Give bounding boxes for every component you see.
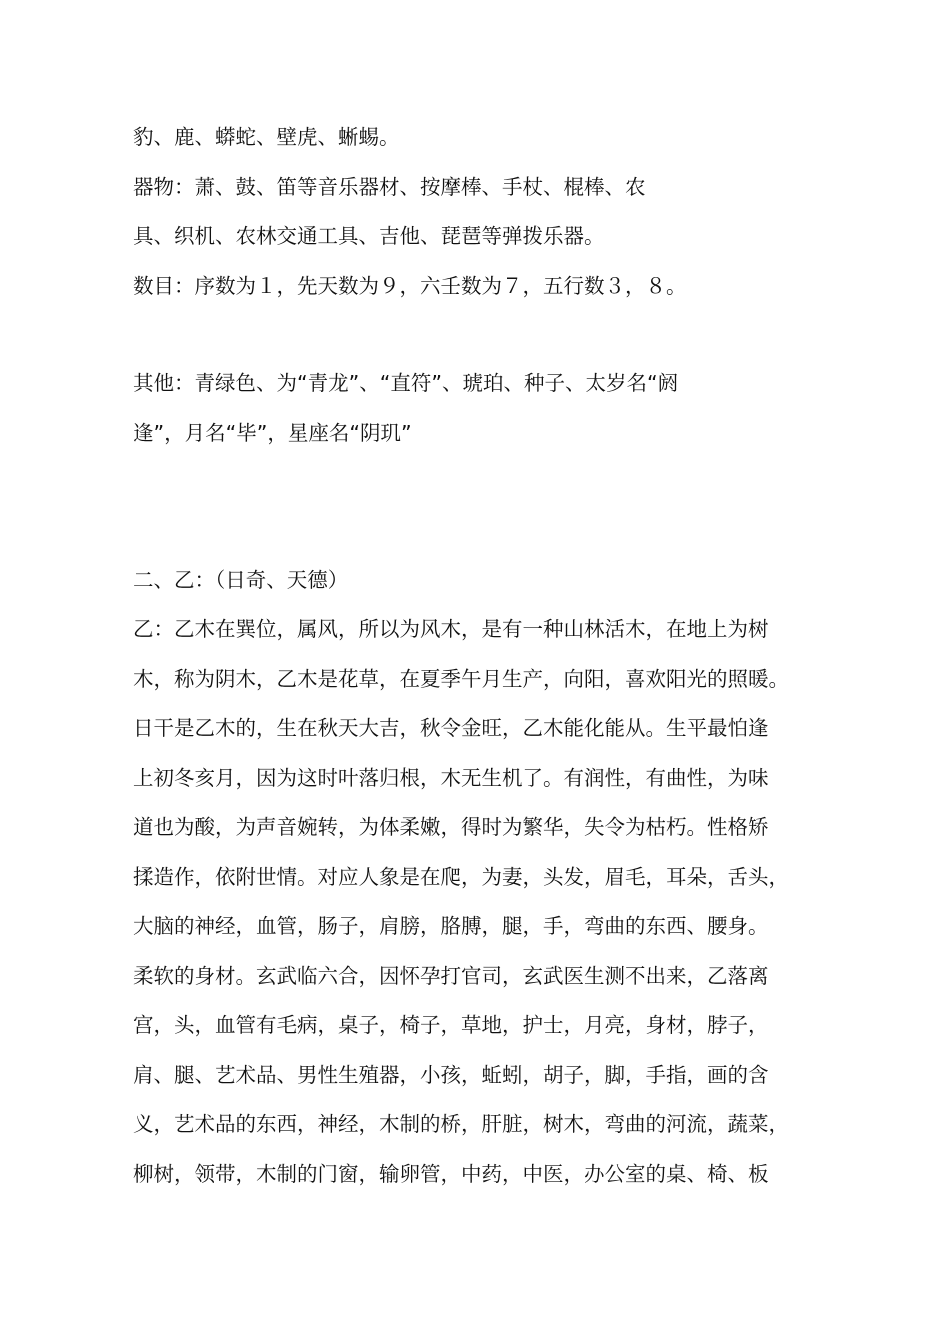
body-line: 义，艺术品的东西，神经，木制的桥，肝脏，树木，弯曲的河流，蔬菜， <box>133 1112 789 1136</box>
other-line-1: 其他：青绿色、为“青龙”、“直符”、琥珀、种子、太岁名“阏 <box>133 371 679 395</box>
section-heading: 二、乙：（日奇、天德） <box>133 568 349 592</box>
instruments-line-2: 具、织机、农林交通工具、吉他、琵琶等弹拨乐器。 <box>133 224 605 248</box>
body-line: 木，称为阴木，乙木是花草，在夏季午月生产，向阳，喜欢阳光的照暖。 <box>133 667 789 691</box>
instruments-line-1: 器物：萧、鼓、笛等音乐器材、按摩棒、手杖、棍棒、农 <box>133 175 646 199</box>
animals-list-tail: 豹、鹿、蟒蛇、壁虎、蜥蜴。 <box>133 125 400 149</box>
body-line: 日干是乙木的，生在秋天大吉，秋令金旺，乙木能化能从。生平最怕逢 <box>133 716 769 740</box>
body-line: 揉造作，依附世情。对应人象是在爬，为妻，头发，眉毛，耳朵，舌头， <box>133 865 789 889</box>
body-line: 乙：乙木在巽位，属风，所以为风木，是有一种山林活木，在地上为树 <box>133 617 769 641</box>
body-line: 肩、腿、艺术品、男性生殖器，小孩，蚯蚓，胡子，脚，手指，画的含 <box>133 1063 769 1087</box>
body-line: 上初冬亥月，因为这时叶落归根，木无生机了。有润性，有曲性，为味 <box>133 766 769 790</box>
numbers-line: 数目：序数为１，先天数为９，六壬数为７，五行数３，８。 <box>133 274 687 298</box>
body-line: 道也为酸，为声音婉转，为体柔嫩，得时为繁华，失令为枯朽。性格矫 <box>133 815 769 839</box>
body-line: 柔软的身材。玄武临六合，因怀孕打官司，玄武医生测不出来，乙落离 <box>133 964 769 988</box>
body-line: 大脑的神经，血管，肠子，肩膀，胳膊，腿，手，弯曲的东西、腰身。 <box>133 914 769 938</box>
other-line-2: 逢”，月名“毕”，星座名“阴玑” <box>133 421 412 445</box>
body-line: 宫，头，血管有毛病，桌子，椅子，草地，护士，月亮，身材，脖子， <box>133 1013 769 1037</box>
body-line: 柳树，领带，木制的门窗，输卵管，中药，中医，办公室的桌、椅、板 <box>133 1162 769 1186</box>
